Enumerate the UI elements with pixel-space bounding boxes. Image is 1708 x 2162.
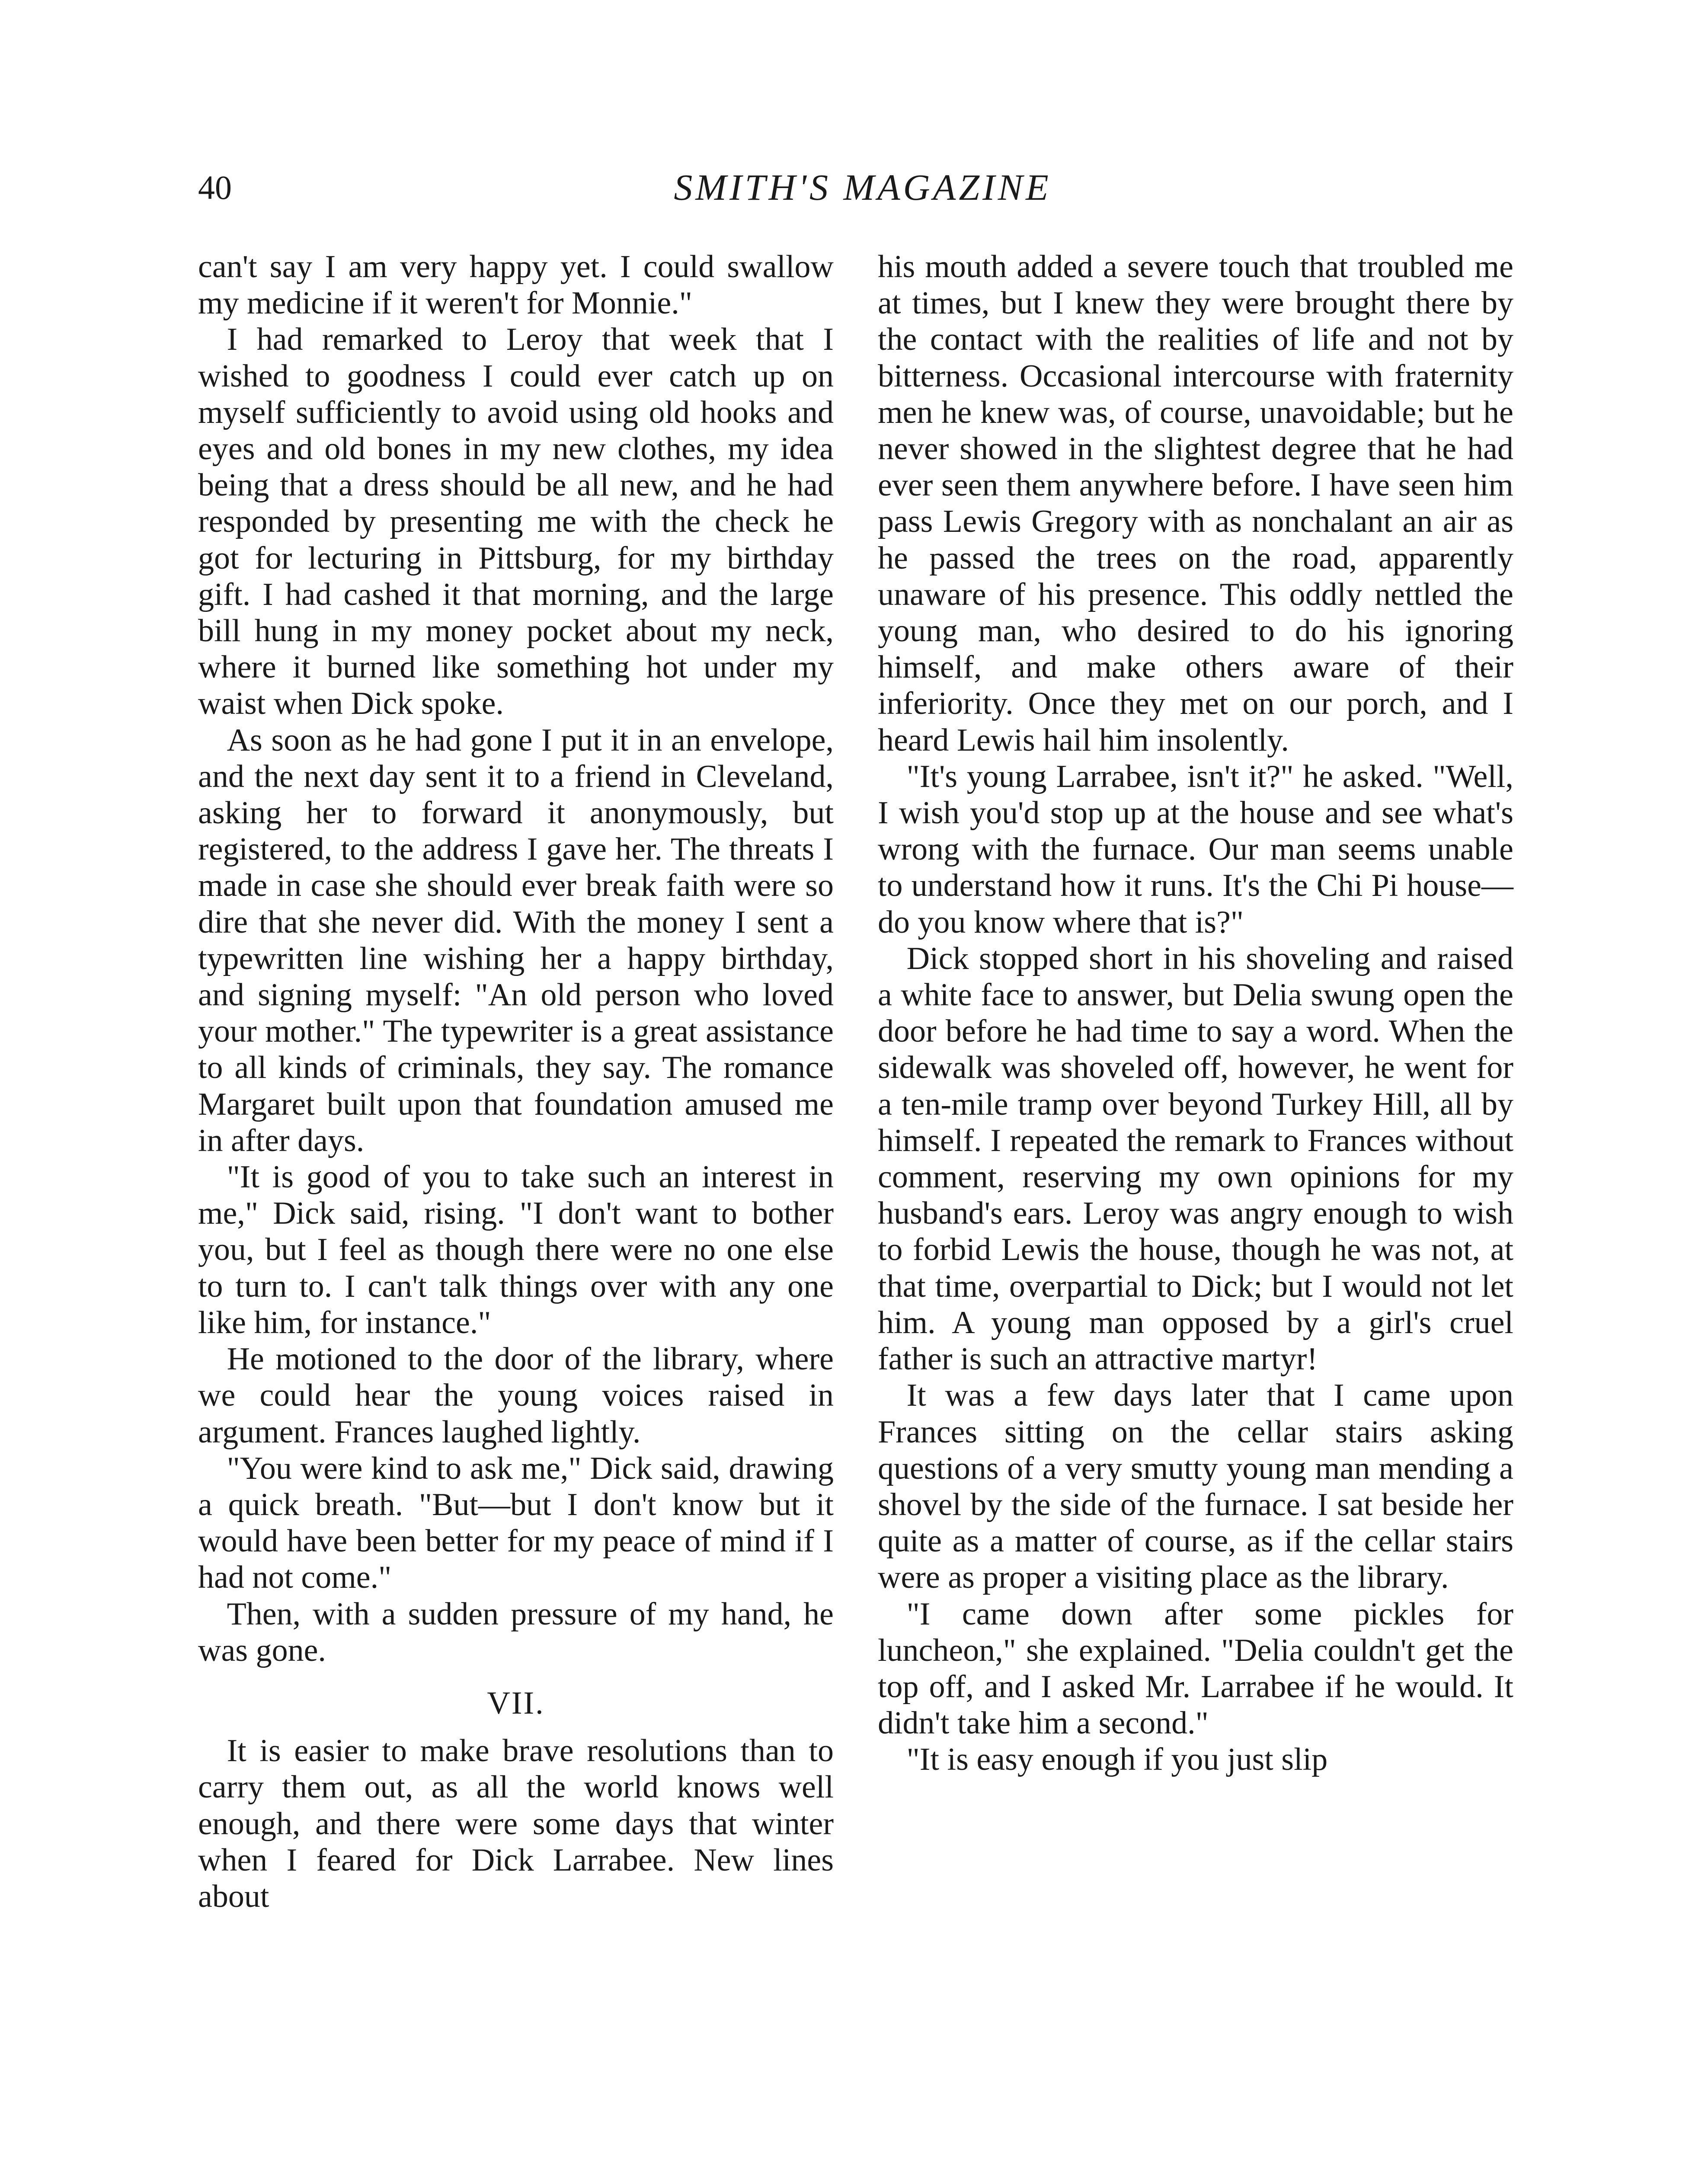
right-column xyxy=(878,249,1513,1778)
paragraph: his mouth added a severe touch that troubled me at times, but I knew they were brought there by the contact with the realities of life and not by bitterness. Occasional intercourse with fraternity men he knew was, of course, unavoidable; but he never showed in the slightest degree that he had ever seen them anywhere before. I have seen him pass Lewis Gregory with as nonchalant an air as he passed the trees on the road, apparently unaware of his presence. This oddly nettled the young man, who desired to do his ignoring himself, and make others aware of their inferiority. Once they met on our porch, and I heard Lewis hail him insolently. xyxy=(878,249,1513,758)
paragraph: Then, with a sudden pressure of my hand, he was gone. xyxy=(198,1596,834,1668)
section-heading: VII. xyxy=(487,1685,545,1721)
paragraph: can't say I am very happy yet. I could swallow my medicine if it weren't for Monnie." xyxy=(198,249,834,321)
running-title: SMITH'S MAGAZINE xyxy=(674,166,1052,208)
paragraph: "You were kind to ask me," Dick said, drawing a quick breath. "But—but I don't know but it would have been better for my peace of mind if I had not come." xyxy=(198,1450,834,1596)
paragraph: Dick stopped short in his shoveling and raised a white face to answer, but Delia swung open the door before he had time to say a word. When the sidewalk was shoveled off, however, he went for a ten-mile tramp over beyond Turkey Hill, all by himself. I repeated the remark to Frances without comment, reserving my own opinions for my husband's ears. Leroy was angry enough to wish to forbid Lewis the house, though he was not, at that time, overpartial to Dick; but I would not let him. A young man opposed by a girl's cruel father is such an attractive martyr! xyxy=(878,940,1513,1377)
paragraph: "It is good of you to take such an interest in me," Dick said, rising. "I don't want to bother you, but I feel as though there were no one else to turn to. I can't talk things over with any one like him, for instance." xyxy=(198,1159,834,1340)
left-column xyxy=(198,249,834,1915)
paragraph: It was a few days later that I came upon Frances sitting on the cellar stairs asking questions of a very smutty young man mending a shovel by the side of the furnace. I sat beside her quite as a matter of course, as if the cellar stairs were as proper a visiting place as the library. xyxy=(878,1378,1513,1596)
paragraph: As soon as he had gone I put it in an envelope, and the next day sent it to a friend in Cleveland, asking her to forward it anonymously, but registered, to the address I gave her. The threats I made in case she should ever break faith were so dire that she never did. With the money I sent a typewritten line wishing her a happy birthday, and signing myself: "An old person who loved your mother." The typewriter is a great assistance to all kinds of criminals, they say. The romance Margaret built upon that foundation amused me in after days. xyxy=(198,722,834,1158)
paragraph: It is easier to make brave resolutions than to carry them out, as all the world knows well enough, and there were some days that winter when I feared for Dick Larrabee. New lines about xyxy=(198,1733,834,1914)
paragraph: I had remarked to Leroy that week that I wished to goodness I could ever catch up on myself sufficiently to avoid using old hooks and eyes and old bones in my new clothes, my idea being that a dress should be all new, and he had responded by presenting me with the check he got for lecturing in Pittsburg, for my birthday gift. I had cashed it that morning, and the large bill hung in my money pocket about my neck, where it burned like something hot under my waist when Dick spoke. xyxy=(198,322,834,722)
page-number: 40 xyxy=(198,169,232,206)
paragraph: He motioned to the door of the library, where we could hear the young voices raised in argument. Frances laughed lightly. xyxy=(198,1341,834,1450)
paragraph: "It's young Larrabee, isn't it?" he asked. "Well, I wish you'd stop up at the house and see what's wrong with the furnace. Our man seems unable to understand how it runs. It's the Chi Pi house—do you know where that is?" xyxy=(878,758,1513,940)
paragraph: "It is easy enough if you just slip xyxy=(906,1742,1328,1778)
paragraph: "I came down after some pickles for luncheon," she explained. "Delia couldn't get the top off, and I asked Mr. Larrabee if he would. It didn't take him a second." xyxy=(878,1596,1513,1741)
